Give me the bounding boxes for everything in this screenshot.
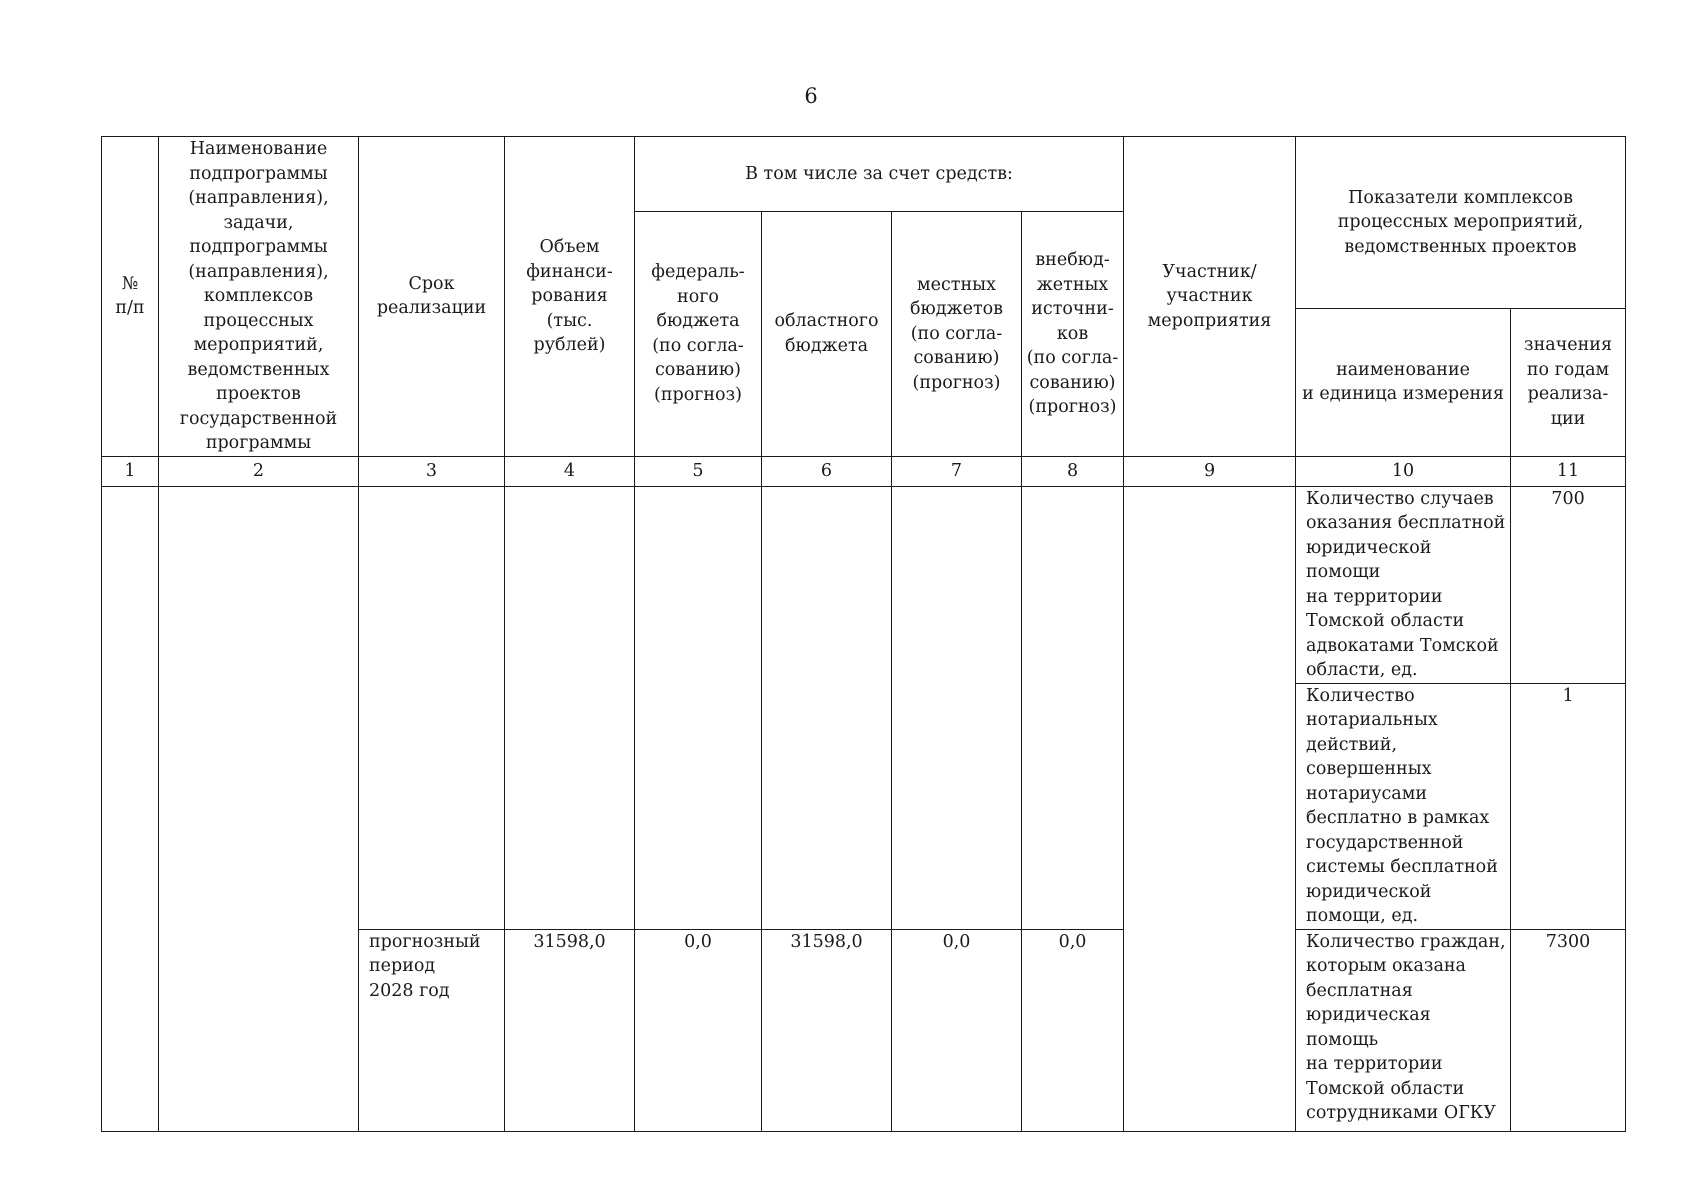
header-name bbox=[159, 137, 359, 457]
extrabudgetary-cell bbox=[1022, 929, 1124, 1131]
header-indicators-group bbox=[1296, 137, 1626, 309]
header-row-1 bbox=[102, 137, 1626, 212]
page-number: 6 bbox=[804, 84, 818, 108]
period-cell bbox=[359, 929, 505, 1131]
header-local-label: местных бюджетов (по согла- сованию) (прогноз) bbox=[909, 274, 1004, 393]
indicator-name: Количество случаев оказания бесплатной юридической помощи на территории Томской области адвокатами Томской области, ед. bbox=[1306, 488, 1506, 680]
indicator-name-cell bbox=[1296, 486, 1511, 683]
column-number: 5 bbox=[635, 456, 762, 486]
extrabudgetary-value: 0,0 bbox=[1058, 931, 1087, 952]
header-indicators-group-label: Показатели комплексов процессных мероприятий, ведомственных проектов bbox=[1337, 187, 1584, 257]
row-extrabudgetary-cell bbox=[1022, 486, 1124, 929]
header-index-label: № п/п bbox=[115, 273, 145, 319]
indicator-value: 7300 bbox=[1545, 931, 1591, 952]
column-number: 4 bbox=[505, 456, 635, 486]
column-number: 9 bbox=[1124, 456, 1296, 486]
indicator-value-cell bbox=[1511, 929, 1626, 1131]
table-row bbox=[102, 486, 1626, 683]
column-number: 6 bbox=[762, 456, 892, 486]
row-regional-cell bbox=[762, 486, 892, 929]
indicator-value-cell bbox=[1511, 486, 1626, 683]
header-local bbox=[892, 212, 1022, 457]
column-number: 11 bbox=[1511, 456, 1626, 486]
header-participant bbox=[1124, 137, 1296, 457]
indicator-name-cell bbox=[1296, 929, 1511, 1131]
header-funds-group-label: В том числе за счет средств: bbox=[745, 163, 1013, 184]
header-period bbox=[359, 137, 505, 457]
column-number: 7 bbox=[892, 456, 1022, 486]
header-participant-label: Участник/ участник мероприятия bbox=[1147, 261, 1272, 331]
local-cell bbox=[892, 929, 1022, 1131]
header-total bbox=[505, 137, 635, 457]
row-local-cell bbox=[892, 486, 1022, 929]
header-federal bbox=[635, 212, 762, 457]
header-regional bbox=[762, 212, 892, 457]
row-name-cell bbox=[159, 486, 359, 1131]
header-regional-label: областного бюджета bbox=[774, 311, 879, 356]
header-funds-group bbox=[635, 137, 1124, 212]
indicator-value-cell bbox=[1511, 683, 1626, 929]
column-number: 10 bbox=[1296, 456, 1511, 486]
header-indicator-values-label: значения по годам реализа- ции bbox=[1524, 335, 1612, 429]
federal-value: 0,0 bbox=[684, 931, 712, 952]
indicator-name: Количество нотариальных действий, совершенных нотариусами бесплатно в рамках государственной системы бесплатной юридической помощи, ед. bbox=[1306, 685, 1498, 926]
header-indicator-name bbox=[1296, 308, 1511, 456]
header-federal-label: федераль- ного бюджета (по согла- сованию) (прогноз) bbox=[651, 262, 745, 405]
column-number: 1 bbox=[102, 456, 159, 486]
indicator-value: 1 bbox=[1562, 685, 1574, 706]
total-value: 31598,0 bbox=[533, 931, 606, 952]
column-number: 2 bbox=[159, 456, 359, 486]
row-participant-cell bbox=[1124, 486, 1296, 1131]
indicator-value: 700 bbox=[1551, 488, 1585, 509]
header-name-label: Наименование подпрограммы (направления), задачи, подпрограммы (направления), комплексов процессных мероприятий, ведомственных проектов государственной программы bbox=[179, 139, 338, 453]
local-value: 0,0 bbox=[942, 931, 971, 952]
total-cell bbox=[505, 929, 635, 1131]
regional-cell bbox=[762, 929, 892, 1131]
row-period-cell bbox=[359, 486, 505, 929]
indicator-name: Количество граждан, которым оказана бесплатная юридическая помощь на территории Томской области сотрудниками ОГКУ bbox=[1306, 931, 1506, 1123]
header-extrabudgetary-label: внебюд- жетных источни- ков (по согла- сованию) (прогноз) bbox=[1026, 250, 1119, 417]
header-indicator-values bbox=[1511, 308, 1626, 456]
federal-cell bbox=[635, 929, 762, 1131]
period-text: прогнозный период 2028 год bbox=[369, 931, 481, 1001]
column-numbers-row bbox=[102, 456, 1626, 486]
header-period-label: Срок реализации bbox=[376, 273, 487, 319]
indicator-name-cell bbox=[1296, 683, 1511, 929]
row-index-cell bbox=[102, 486, 159, 1131]
row-total-cell bbox=[505, 486, 635, 929]
column-number: 3 bbox=[359, 456, 505, 486]
header-index bbox=[102, 137, 159, 457]
program-table bbox=[101, 136, 1626, 1132]
regional-value: 31598,0 bbox=[790, 931, 863, 952]
header-total-label: Объем финанси- рования (тыс. рублей) bbox=[526, 237, 613, 355]
header-extrabudgetary bbox=[1022, 212, 1124, 457]
header-indicator-name-label: наименование и единица измерения bbox=[1302, 359, 1504, 404]
row-federal-cell bbox=[635, 486, 762, 929]
column-number: 8 bbox=[1022, 456, 1124, 486]
